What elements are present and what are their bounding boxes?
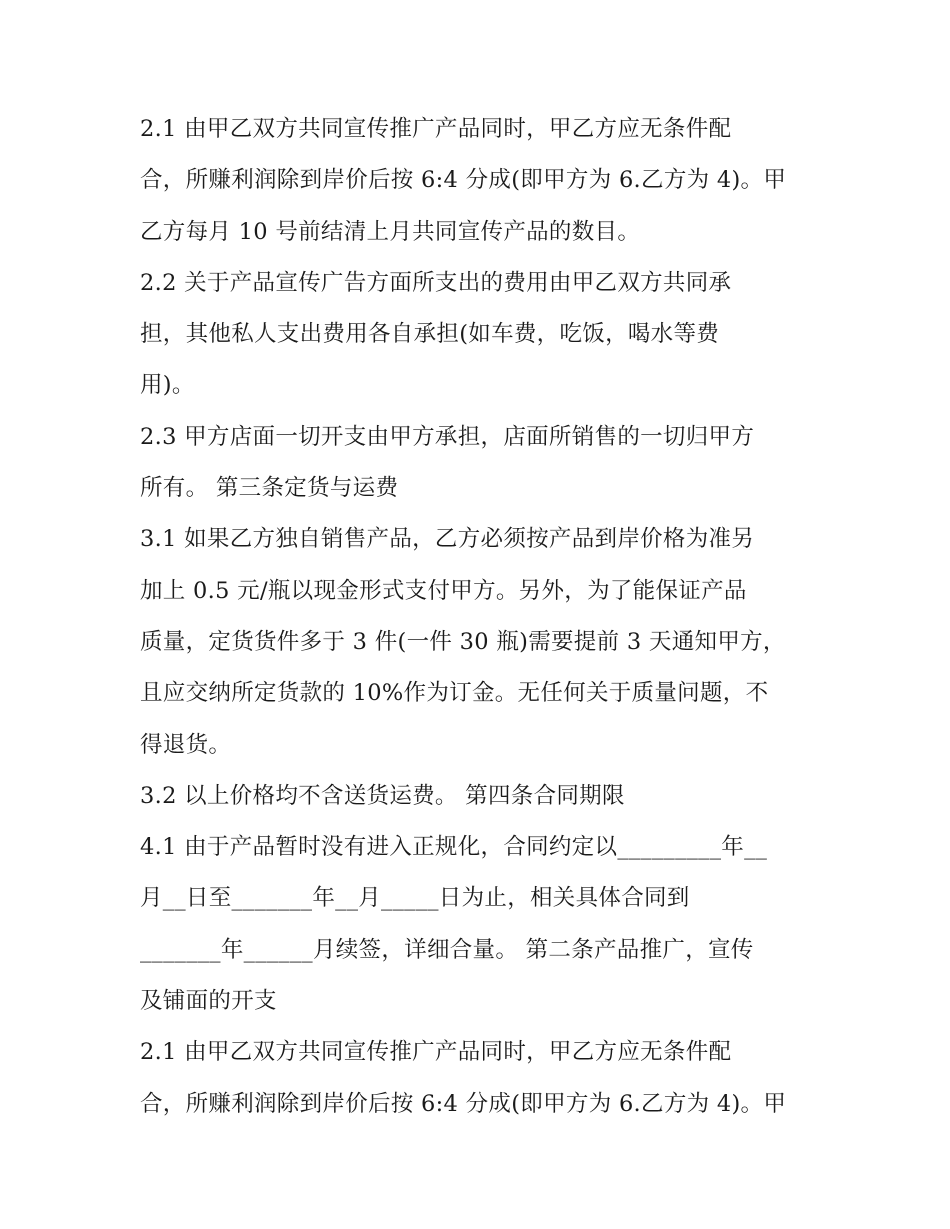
text-line: 用)。 bbox=[140, 372, 195, 399]
text-line: 且应交纳所定货款的 10%作为订金。无任何关于质量问题，不 bbox=[140, 680, 769, 707]
text-line: 3.1 如果乙方独自销售产品，乙方必须按产品到岸价格为准另 bbox=[140, 526, 755, 553]
text-line: 合，所赚利润除到岸价后按 6:4 分成(即甲方为 6.乙方为 4)。甲 bbox=[140, 1090, 787, 1117]
text-line: 乙方每月 10 号前结清上月共同宣传产品的数目。 bbox=[140, 218, 641, 245]
text-line: 2.3 甲方店面一切开支由甲方承担，店面所销售的一切归甲方 bbox=[140, 423, 755, 450]
text-line: 合，所赚利润除到岸价后按 6:4 分成(即甲方为 6.乙方为 4)。甲 bbox=[140, 167, 787, 194]
text-line: 2.1 由甲乙双方共同宣传推广产品同时，甲乙方应无条件配 bbox=[140, 1039, 732, 1066]
text-line: 月__日至_______年__月_____日为止，相关具体合同到 bbox=[140, 885, 690, 912]
text-line: 加上 0.5 元/瓶以现金形式支付甲方。另外，为了能保证产品 bbox=[140, 577, 747, 604]
text-line: 4.1 由于产品暂时没有进入正规化，合同约定以_________年__ bbox=[140, 834, 768, 861]
text-line: 2.2 关于产品宣传广告方面所支出的费用由甲乙双方共同承 bbox=[140, 269, 732, 296]
document-body bbox=[140, 104, 820, 1130]
text-line: 及铺面的开支 bbox=[140, 988, 277, 1015]
text-line: 担，其他私人支出费用各自承担(如车费，吃饭，喝水等费 bbox=[140, 321, 720, 348]
text-line: 所有。 第三条定货与运费 bbox=[140, 475, 399, 502]
text-line: 3.2 以上价格均不含送货运费。 第四条合同期限 bbox=[140, 782, 625, 809]
text-line: 2.1 由甲乙双方共同宣传推广产品同时，甲乙方应无条件配 bbox=[140, 116, 732, 142]
text-line: _______年______月续签，详细合量。 第二条产品推广，宣传 bbox=[140, 936, 754, 963]
text-line: 质量，定货货件多于 3 件(一件 30 瓶)需要提前 3 天通知甲方， bbox=[140, 628, 786, 655]
text-line: 得退货。 bbox=[140, 731, 232, 758]
